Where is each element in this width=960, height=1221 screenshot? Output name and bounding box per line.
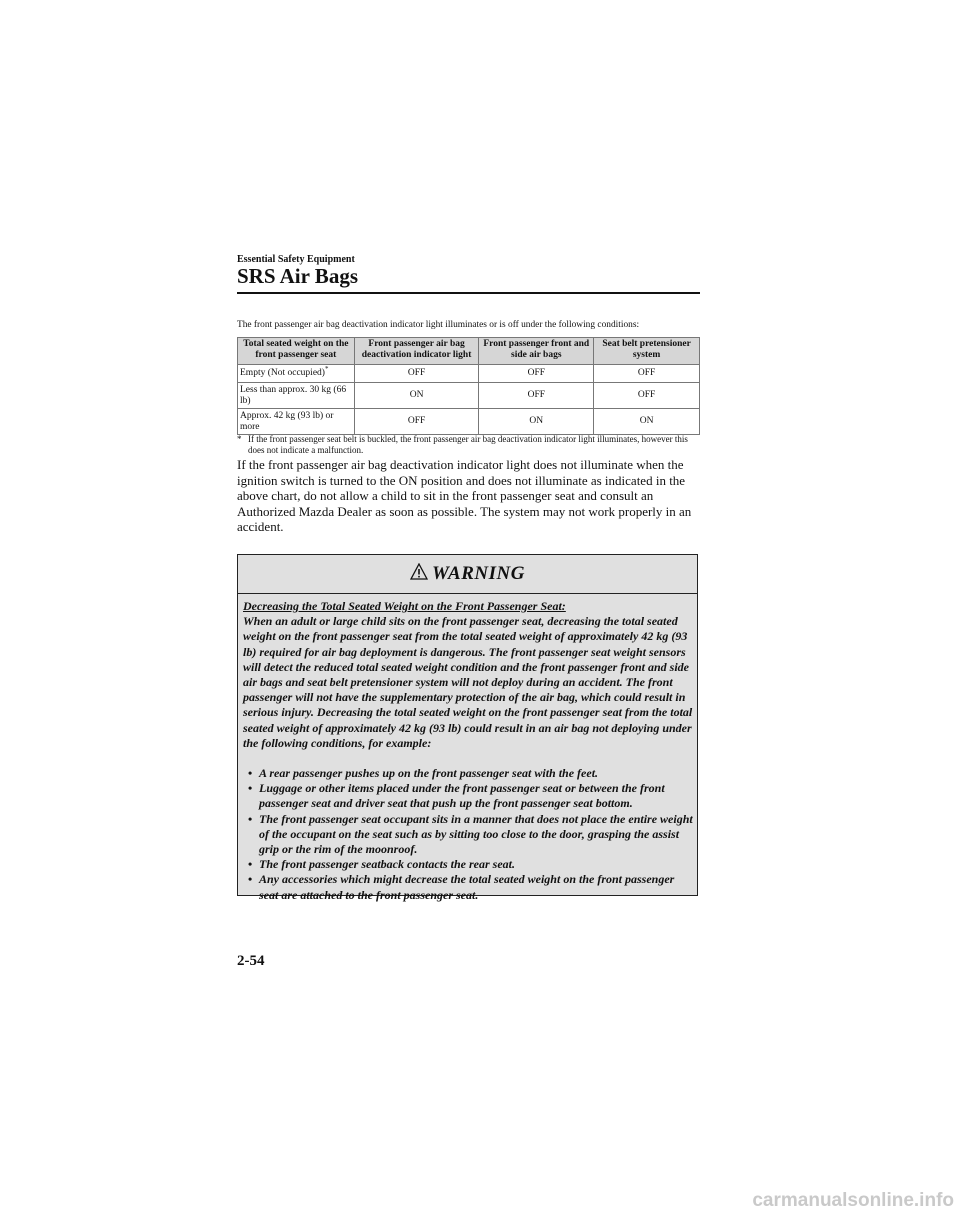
table-header-row [238, 338, 700, 365]
bullet-text: Any accessories which might decrease the total seated weight on the front passenger seat are attached to the front passenger seat. [259, 872, 675, 902]
warning-paragraph: When an adult or large child sits on the front passenger seat, decreasing the total seated weight on the front passenger seat from the total seated weight of approximately 42 kg (93 lb) required for air bag deployment is dangerous. The front passenger seat weight sensors will detect the reduced total seated weight condition and the front passenger front and side air bags and seat belt pretensioner system will not deploy during an accident. The front passenger will not have the supplementary protection of the air bag, which could result in serious injury. Decreasing the total seated weight on the front passenger seat from the total seated weight of approximately 42 kg (93 lb) could result in an air bag not deploying under the following conditions, for example: [243, 614, 693, 750]
table-cell: OFF [354, 365, 479, 383]
warning-subheading: Decreasing the Total Seated Weight on the Front Passenger Seat: [243, 599, 566, 613]
page-number: 2-54 [237, 953, 265, 969]
list-item [243, 812, 695, 858]
footnote [237, 434, 700, 456]
bullet-text: The front passenger seatback contacts the rear seat. [259, 857, 515, 872]
intro-text: The front passenger air bag deactivation indicator light illuminates or is off under the following conditions: [237, 320, 640, 330]
bullet-icon: • [248, 811, 253, 826]
bullet-text: The front passenger seat occupant sits in a manner that does not place the entire weight of the occupant on the seat such as by sitting too close to the door, grasping the assist grip or the rim of the moonroof. [259, 811, 693, 857]
table-header: Front passenger front and side air bags [479, 338, 594, 365]
warning-header [238, 555, 697, 593]
footnote-marker: * [324, 364, 329, 373]
list-item [243, 766, 695, 781]
table-header: Total seated weight on the front passenger seat [238, 338, 355, 365]
table-header: Front passenger air bag deactivation indicator light [354, 338, 479, 365]
table-cell: OFF [354, 409, 479, 435]
table-cell: OFF [479, 383, 594, 409]
list-item [243, 857, 695, 872]
list-item [243, 872, 695, 902]
table-header: Seat belt pretensioner system [594, 338, 700, 365]
table-row [238, 365, 700, 383]
footnote-mark: * [237, 434, 242, 444]
warning-title: WARNING [432, 563, 525, 584]
section-label: Essential Safety Equipment [237, 254, 355, 265]
conditions-table [237, 337, 700, 435]
table-row [238, 383, 700, 409]
bullet-text: A rear passenger pushes up on the front passenger seat with the feet. [259, 766, 599, 781]
page-title: SRS Air Bags [237, 264, 358, 288]
warning-box [237, 554, 698, 902]
bullet-icon: • [248, 781, 253, 796]
footnote-text: If the front passenger seat belt is buckled, the front passenger air bag deactivation indicator light illuminates, however this does not indicate a malfunction. [248, 434, 688, 455]
table-cell: ON [479, 409, 594, 435]
list-item [243, 781, 695, 811]
watermark: carmanualsonline.info [752, 1190, 954, 1211]
bullet-icon: • [248, 766, 253, 781]
warning-divider [238, 593, 697, 594]
table-cell-condition: Less than approx. 30 kg (66 lb) [238, 383, 355, 409]
warning-bullet-list [243, 766, 695, 903]
bullet-icon: • [248, 857, 253, 872]
table-cell: OFF [594, 383, 700, 409]
bullet-icon: • [248, 872, 253, 887]
bullet-text: Luggage or other items placed under the front passenger seat or between the front passenger seat and driver seat that push up the front passenger seat bottom. [259, 781, 665, 811]
condition-text: Empty (Not occupied) [240, 368, 325, 378]
table-row [238, 409, 700, 435]
table-cell-condition [238, 365, 355, 383]
table-cell: ON [354, 383, 479, 409]
title-divider [237, 292, 700, 294]
warning-content [243, 599, 695, 903]
body-paragraph: If the front passenger air bag deactivation indicator light does not illuminate when the ignition switch is turned to the ON position and does not illuminate as indicated in the above chart, do not allow a child to sit in the front passenger seat and consult an Authorized Mazda Dealer as soon as possible. The system may not work properly in an accident. [237, 457, 692, 534]
table-cell-condition: Approx. 42 kg (93 lb) or more [238, 409, 355, 435]
table-cell: OFF [479, 365, 594, 383]
table-cell: ON [594, 409, 700, 435]
warning-triangle-icon [410, 563, 428, 585]
table-cell: OFF [594, 365, 700, 383]
